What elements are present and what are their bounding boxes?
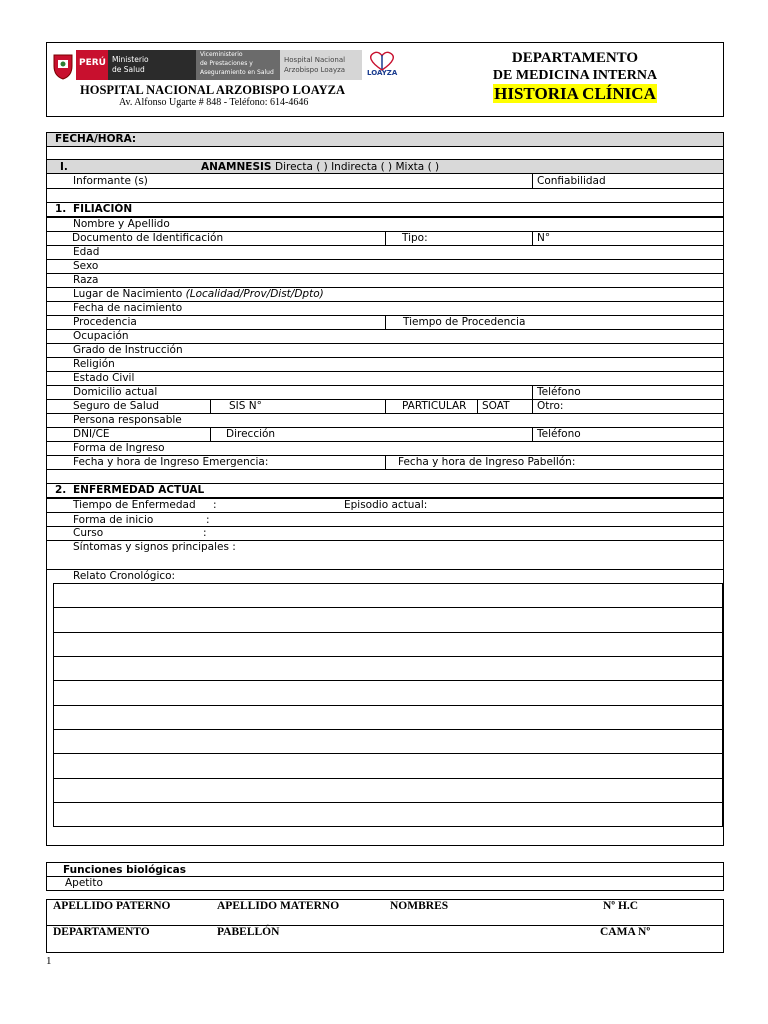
line	[47, 469, 723, 470]
persona-responsable-label: Persona responsable	[73, 414, 182, 426]
telefono-2-label: Teléfono	[537, 428, 581, 440]
ingreso-emergencia-label: Fecha y hora de Ingreso Emergencia:	[73, 456, 269, 468]
department-line-1: DEPARTAMENTO	[511, 50, 639, 66]
writing-line	[53, 778, 723, 779]
dni-label: DNI/CE	[73, 428, 110, 440]
procedencia-label: Procedencia	[73, 316, 137, 328]
peru-logo-block	[76, 50, 108, 80]
viceministry-line-2: de Prestaciones y	[200, 60, 253, 67]
particular-label: PARTICULAR	[402, 400, 467, 412]
fecha-hora-bar	[47, 133, 723, 147]
religion-label: Religión	[73, 358, 115, 370]
hospital-logo-line-2: Arzobispo Loayza	[284, 66, 346, 74]
line	[532, 399, 533, 413]
doc-title: HISTORIA CLÍNICA	[494, 84, 656, 103]
ministry-logo-block	[108, 50, 196, 80]
line	[210, 427, 211, 441]
filiacion-label: FILIACIÓN	[73, 203, 133, 215]
viceministry-line-1: Viceministerio	[200, 51, 243, 58]
departamento-label: DEPARTAMENTO	[53, 926, 150, 938]
line	[385, 455, 386, 469]
peru-label: PERÚ	[79, 58, 106, 68]
relato-label: Relato Cronológico:	[73, 570, 176, 582]
informante-label: Informante (s)	[73, 175, 148, 187]
tiempo-enfermedad-label: Tiempo de Enfermedad	[73, 499, 196, 511]
episodio-label: Episodio actual:	[344, 499, 428, 511]
page-number: 1	[46, 955, 52, 967]
enfermedad-actual-label: ENFERMEDAD ACTUAL	[73, 484, 205, 496]
cama-label: CAMA Nº	[600, 926, 651, 938]
sintomas-label: Síntomas y signos principales :	[73, 541, 236, 553]
line	[47, 188, 723, 189]
curso-label: Curso	[73, 527, 104, 539]
tiempo-enfermedad-colon: :	[213, 499, 217, 511]
edad-label: Edad	[73, 246, 100, 258]
line	[532, 174, 533, 188]
apetito-label: Apetito	[65, 877, 103, 889]
loayza-logo-label: LOAYZA	[367, 69, 398, 77]
direccion-label: Dirección	[226, 428, 276, 440]
line	[477, 399, 478, 413]
line	[47, 876, 723, 877]
writing-line	[53, 656, 723, 657]
sexo-label: Sexo	[73, 260, 99, 272]
enfermedad-number: 2.	[55, 484, 67, 496]
line	[47, 273, 723, 274]
line	[47, 245, 723, 246]
tipo-label: Tipo:	[402, 232, 428, 244]
fecha-nacimiento-label: Fecha de nacimiento	[73, 302, 183, 314]
line	[532, 385, 533, 399]
nombres-label: NOMBRES	[390, 900, 449, 912]
writing-line	[53, 753, 723, 754]
estado-civil-label: Estado Civil	[73, 372, 135, 384]
ocupacion-label: Ocupación	[73, 330, 129, 342]
line	[47, 371, 723, 372]
peru-shield-logo	[52, 52, 74, 80]
apellido-paterno-label: APELLIDO PATERNO	[53, 900, 171, 912]
confiabilidad-label: Confiabilidad	[537, 175, 606, 187]
hospital-name: HOSPITAL NACIONAL ARZOBISPO LOAYZA	[80, 83, 345, 97]
telefono-label: Teléfono	[537, 386, 581, 398]
line	[47, 357, 723, 358]
forma-ingreso-label: Forma de Ingreso	[73, 442, 165, 454]
soat-label: SOAT	[482, 400, 510, 412]
sis-label: SIS N°	[229, 400, 262, 412]
line	[47, 202, 723, 203]
writing-line	[53, 632, 723, 633]
domicilio-label: Domicilio actual	[73, 386, 158, 398]
viceministry-logo-block	[196, 50, 280, 80]
otro-label: Otro:	[537, 400, 564, 412]
seguro-label: Seguro de Salud	[73, 400, 160, 412]
writing-line	[53, 802, 723, 803]
writing-line	[53, 680, 723, 681]
hospital-address: Av. Alfonso Ugarte # 848 - Teléfono: 614-4646	[119, 97, 309, 108]
pabellon-label: PABELLÓN	[217, 926, 280, 938]
tiempo-procedencia-label: Tiempo de Procedencia	[403, 316, 526, 328]
department-line-2: DE MEDICINA INTERNA	[492, 68, 658, 83]
forma-inicio-colon: :	[206, 514, 210, 526]
writing-line	[53, 607, 723, 608]
raza-label: Raza	[73, 274, 99, 286]
ingreso-pabellon-label: Fecha y hora de Ingreso Pabellón:	[398, 456, 576, 468]
writing-line	[53, 729, 723, 730]
line	[47, 526, 723, 527]
line	[47, 259, 723, 260]
anamnesis-options: Directa ( ) Indirecta ( ) Mixta ( )	[275, 161, 440, 173]
line	[385, 399, 386, 413]
funciones-title: Funciones biológicas	[63, 864, 186, 876]
ministry-label: Ministerio de Salud	[112, 55, 149, 74]
line	[385, 231, 386, 245]
lugar-nacimiento-label	[73, 288, 324, 301]
line	[532, 231, 533, 245]
hospital-logo-block	[280, 50, 362, 80]
fecha-hora-label: FECHA/HORA:	[55, 133, 137, 145]
documento-label: Documento de Identificación	[72, 232, 224, 244]
anamnesis-label: ANAMNESIS	[201, 161, 272, 173]
line	[532, 427, 533, 441]
viceministry-line-3: Aseguramiento en Salud	[200, 69, 274, 76]
doc-title-wrap	[400, 84, 750, 104]
nombre-label: Nombre y Apellido	[73, 218, 170, 230]
lugar-nacimiento-detail: (Localidad/Prov/Dist/Dpto)	[185, 288, 324, 300]
forma-inicio-label: Forma de inicio	[73, 514, 154, 526]
grado-instruccion-label: Grado de Instrucción	[73, 344, 183, 356]
numero-hc-label: Nº H.C	[603, 900, 639, 912]
filiacion-number: 1.	[55, 203, 67, 215]
line	[47, 512, 723, 513]
hospital-logo-line-1: Hospital Nacional	[284, 56, 346, 64]
line	[210, 399, 211, 413]
lugar-nacimiento-text: Lugar de Nacimiento	[73, 288, 186, 300]
writing-line	[53, 705, 723, 706]
line	[47, 427, 723, 428]
section-1-number: I.	[60, 161, 68, 173]
numero-label: N°	[537, 232, 551, 244]
line	[385, 315, 386, 329]
apellido-materno-label: APELLIDO MATERNO	[217, 900, 340, 912]
line	[47, 329, 723, 330]
curso-colon: :	[203, 527, 207, 539]
loayza-logo	[366, 50, 398, 80]
